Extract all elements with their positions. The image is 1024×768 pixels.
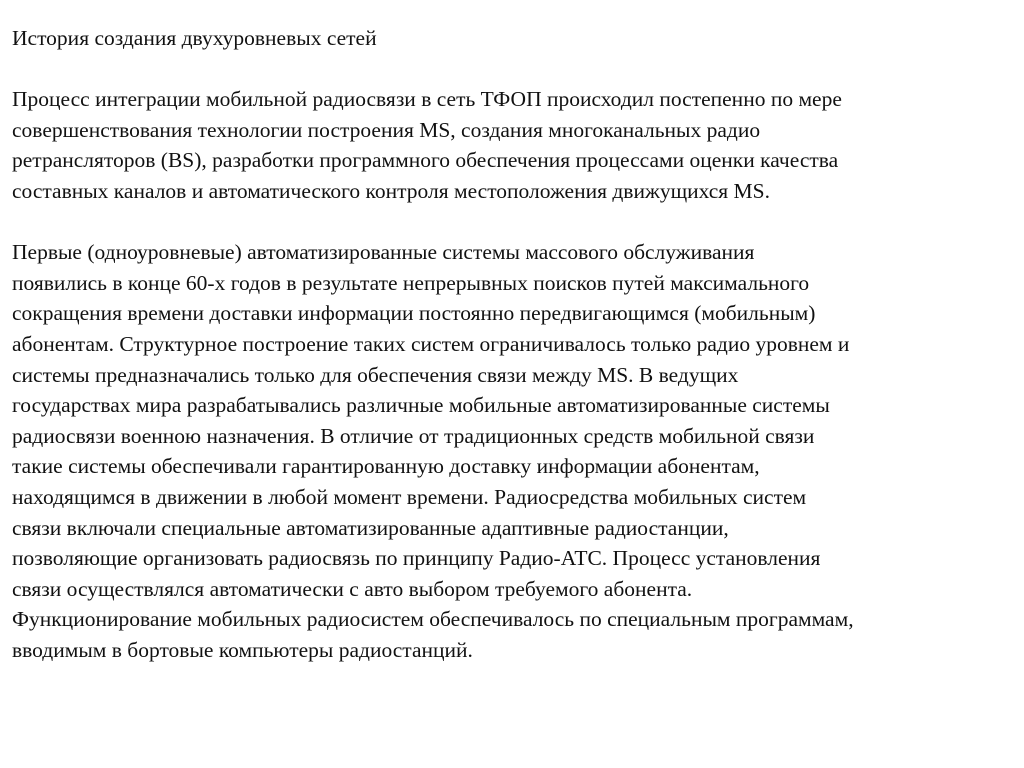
- paragraph-line: появились в конце 60-х годов в результате непрерывных поисков путей максимального: [12, 270, 810, 295]
- paragraph-2: [12, 237, 1017, 665]
- paragraph-line: позволяющие организовать радиосвязь по принципу Радио-АТС. Процесс установления: [12, 546, 821, 571]
- paragraph-line: вводимым в бортовые компьютеры радиостанций.: [12, 637, 473, 662]
- paragraph-line: находящимся в движении в любой момент времени. Радиосредства мобильных систем: [12, 484, 807, 509]
- paragraph-line: составных каналов и автоматического контроля местоположения движущихся MS.: [12, 178, 771, 203]
- document-page: [12, 23, 1017, 665]
- document-title: История создания двухуровневых сетей: [12, 26, 377, 50]
- paragraph-line: ретрансляторов (BS), разработки программного обеспечения процессами оценки качества: [12, 148, 839, 173]
- paragraph-line: связи осуществлялся автоматически с авто выбором требуемого абонента.: [12, 576, 693, 601]
- paragraph-line: такие системы обеспечивали гарантированную доставку информации абонентам,: [12, 454, 760, 479]
- paragraph-line: совершенствования технологии построения MS, создания многоканальных радио: [12, 117, 761, 142]
- paragraph-line: абонентам. Структурное построение таких систем ограничивалось только радио уровнем и: [12, 331, 850, 356]
- paragraph-line: системы предназначались только для обеспечения связи между MS. В ведущих: [12, 362, 739, 387]
- paragraph-1: [12, 84, 1017, 206]
- paragraph-line: государствах мира разрабатывались различные мобильные автоматизированные системы: [12, 393, 830, 418]
- paragraph-line: Функционирование мобильных радиосистем обеспечивалось по специальным программам,: [12, 607, 854, 632]
- paragraph-line: Первые (одноуровневые) автоматизированные системы массового обслуживания: [12, 240, 755, 265]
- paragraph-line: Процесс интеграции мобильной радиосвязи в сеть ТФОП происходил постепенно по мере: [12, 87, 842, 112]
- paragraph-line: радиосвязи военною назначения. В отличие от традиционных средств мобильной связи: [12, 423, 815, 448]
- paragraph-line: сокращения времени доставки информации постоянно передвигающимся (мобильным): [12, 301, 816, 326]
- paragraph-line: связи включали специальные автоматизированные адаптивные радиостанции,: [12, 515, 729, 540]
